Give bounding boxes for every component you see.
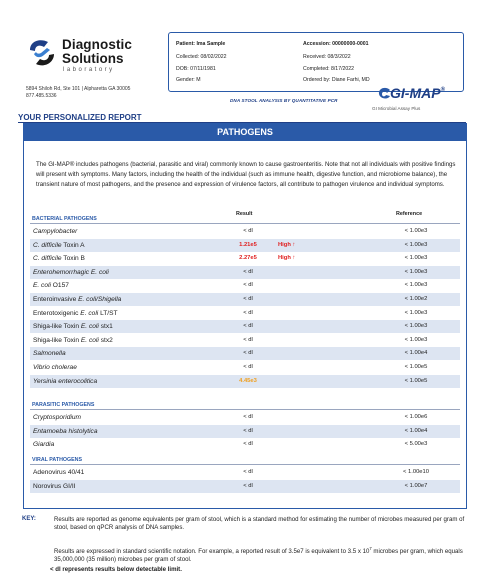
accession-field: Accession: 00000000-0001 <box>303 41 369 47</box>
pathogen-reference: < 1.00e3 <box>404 282 428 289</box>
pathogen-row <box>30 225 460 238</box>
key-text-notation: Results are expressed in standard scientific notation. For example, a reported result of 3.5e7 is equivalent to 3.5 x $10^7$ microbes per gram, which equals 35,000,000 (35 million) microbes per gram of stool. <box>54 546 463 563</box>
pathogen-result: < dl <box>243 350 253 357</box>
pathogen-row <box>30 361 460 374</box>
pathogen-name: Giardia <box>33 441 55 449</box>
pathogen-name: C. difficile Toxin A <box>33 241 85 249</box>
section-header: PATHOGENS <box>24 124 466 141</box>
key-text-units: Results are reported as genome equivalents per gram of stool, which is a standard method for estimating the number of microbes measured per gram of stool, based on qPCR analysis of DNA samples. <box>54 516 465 531</box>
reference-column-header: Reference <box>396 211 423 217</box>
pathogens-panel <box>23 123 467 509</box>
pathogen-reference: < 1.00e4 <box>404 427 428 434</box>
pathogen-result: 2.27e5 <box>239 255 257 262</box>
pathogen-row <box>30 438 460 451</box>
pathogen-result: < dl <box>243 482 253 489</box>
pathogen-result: < dl <box>243 282 253 289</box>
gimap-wordmark: GI-MAP® <box>390 85 445 101</box>
pathogen-row <box>30 411 460 424</box>
pathogen-result: < dl <box>243 441 253 448</box>
lab-name-line2: Solutions <box>62 51 124 66</box>
pathogen-name: Adenovirus 40/41 <box>33 469 85 476</box>
report-title: YOUR PERSONALIZED REPORT <box>18 113 142 122</box>
lab-name-line1: Diagnostic <box>62 37 133 52</box>
pathogen-name: Enterohemorrhagic E. coli <box>33 268 109 276</box>
pathogen-reference: < 1.00e3 <box>404 336 428 343</box>
pathogen-row <box>30 466 460 479</box>
pathogen-name: Campylobacter <box>33 228 78 235</box>
pathogen-row <box>30 252 460 265</box>
pathogen-name: Yersinia enterocolitica <box>33 377 98 385</box>
pathogen-row <box>30 334 460 347</box>
lab-name-line3: laboratory <box>63 67 115 73</box>
pathogen-result: < dl <box>243 309 253 316</box>
pathogen-row <box>30 307 460 320</box>
group-header: VIRAL PATHOGENS <box>30 455 460 465</box>
key-label: KEY: <box>22 516 36 522</box>
dna-analysis-tagline: DNA STOOL ANALYSIS BY QUANTITATIVE PCR <box>230 98 338 103</box>
pathogen-name: Norovirus GI/II <box>33 482 76 490</box>
pathogen-name: Vibrio cholerae <box>33 364 77 371</box>
pathogen-reference: < 1.00e2 <box>404 296 428 302</box>
result-column-header: Result <box>236 211 253 217</box>
collected-field: Collected: 08/02/2022 <box>176 54 227 60</box>
pathogen-row <box>30 279 460 292</box>
pathogen-reference: < 1.00e3 <box>404 255 428 262</box>
lab-address <box>26 86 130 100</box>
pathogen-result: < dl <box>243 364 253 370</box>
pathogen-reference: < 1.00e10 <box>403 469 429 475</box>
phone-line: 877.485.5336 <box>26 93 57 99</box>
gimap-subtitle: GI Microbial Assay Plus <box>372 106 421 111</box>
detection-limit-note: < dl represents results below detectable limit. <box>50 566 182 573</box>
pathogen-reference: < 1.00e6 <box>404 414 428 420</box>
pathogen-result: < dl <box>243 323 253 330</box>
pathogen-result: < dl <box>243 414 253 420</box>
pathogen-row <box>30 293 460 306</box>
pathogen-reference: < 1.00e5 <box>404 364 428 370</box>
pathogen-name: Entamoeba histolytica <box>33 427 98 435</box>
pathogens-intro: The GI-MAP® includes pathogens (bacterial, parasitic and viral) commonly known to cause gastroenteritis. Note that not all individuals with positive findings will present with symptoms. Many factors, including the health of the individual (such as immune health, digestive function, and microbiome balance), the transient nature of most pathogens, and the presence and expression of virulence factors, all contribute to pathogen virulence and individual symptoms. <box>36 161 456 188</box>
pathogen-reference: < 1.00e5 <box>404 377 428 384</box>
pathogen-row <box>30 480 460 493</box>
pathogen-row <box>30 347 460 360</box>
pathogen-reference: < 1.00e3 <box>404 241 428 248</box>
pathogen-result: < dl <box>243 268 253 275</box>
pathogen-reference: < 1.00e3 <box>404 309 428 316</box>
pathogen-reference: < 5.00e3 <box>404 441 428 448</box>
group-header: PARASITIC PATHOGENS <box>30 400 460 410</box>
pathogen-result: < dl <box>243 469 253 475</box>
pathogen-name: C. difficile Toxin B <box>33 255 85 263</box>
pathogen-row <box>30 239 460 252</box>
patient-info-box <box>168 32 464 92</box>
pathogen-reference: < 1.00e7 <box>404 482 428 489</box>
gimap-logo <box>376 85 470 105</box>
high-flag: High ↑ <box>278 255 296 262</box>
pathogen-result: < dl <box>243 228 253 234</box>
pathogen-name: Cryptosporidium <box>33 414 82 421</box>
dob-field: DOB: 07/11/1981 <box>176 66 216 72</box>
pathogen-result: < dl <box>243 336 253 343</box>
pathogen-name: Shiga-like Toxin E. coli stx2 <box>33 336 113 344</box>
pathogen-reference: < 1.00e3 <box>404 323 428 330</box>
pathogen-result: < dl <box>243 427 253 434</box>
pathogen-reference: < 1.00e3 <box>404 268 428 275</box>
address-line: 5894 Shiloh Rd, Ste 101 | Alpharetta GA 30005 <box>26 86 131 92</box>
lab-logo-icon <box>26 36 58 72</box>
ordered-by-field: Ordered by: Diane Farhi, MD <box>303 77 370 83</box>
pathogen-row <box>30 425 460 438</box>
patient-field: Patient: Ima Sample <box>176 41 226 47</box>
pathogen-result: < dl <box>243 296 253 302</box>
completed-field: Completed: 8/17/2022 <box>303 66 355 72</box>
pathogen-name: E. coli O157 <box>33 282 69 290</box>
pathogen-name: Enterotoxigenic E. coli LT/ST <box>33 309 118 317</box>
pathogen-name: Shiga-like Toxin E. coli stx1 <box>33 323 113 331</box>
gender-field: Gender: M <box>176 77 201 83</box>
pathogen-result: 1.21e5 <box>239 241 257 248</box>
lab-logo <box>26 36 176 80</box>
pathogen-row <box>30 375 460 388</box>
pathogen-reference: < 1.00e3 <box>404 228 428 234</box>
pathogen-row <box>30 266 460 279</box>
pathogen-reference: < 1.00e4 <box>404 350 428 357</box>
pathogen-name: Salmonella <box>33 350 66 358</box>
pathogen-row <box>30 320 460 333</box>
received-field: Received: 08/3/2022 <box>303 54 351 60</box>
high-flag: High ↑ <box>278 241 296 248</box>
group-header: BACTERIAL PATHOGENS <box>30 214 460 224</box>
pathogen-name: Enteroinvasive E. coli/Shigella <box>33 296 122 303</box>
pathogen-result: 4.45e3 <box>239 377 257 384</box>
